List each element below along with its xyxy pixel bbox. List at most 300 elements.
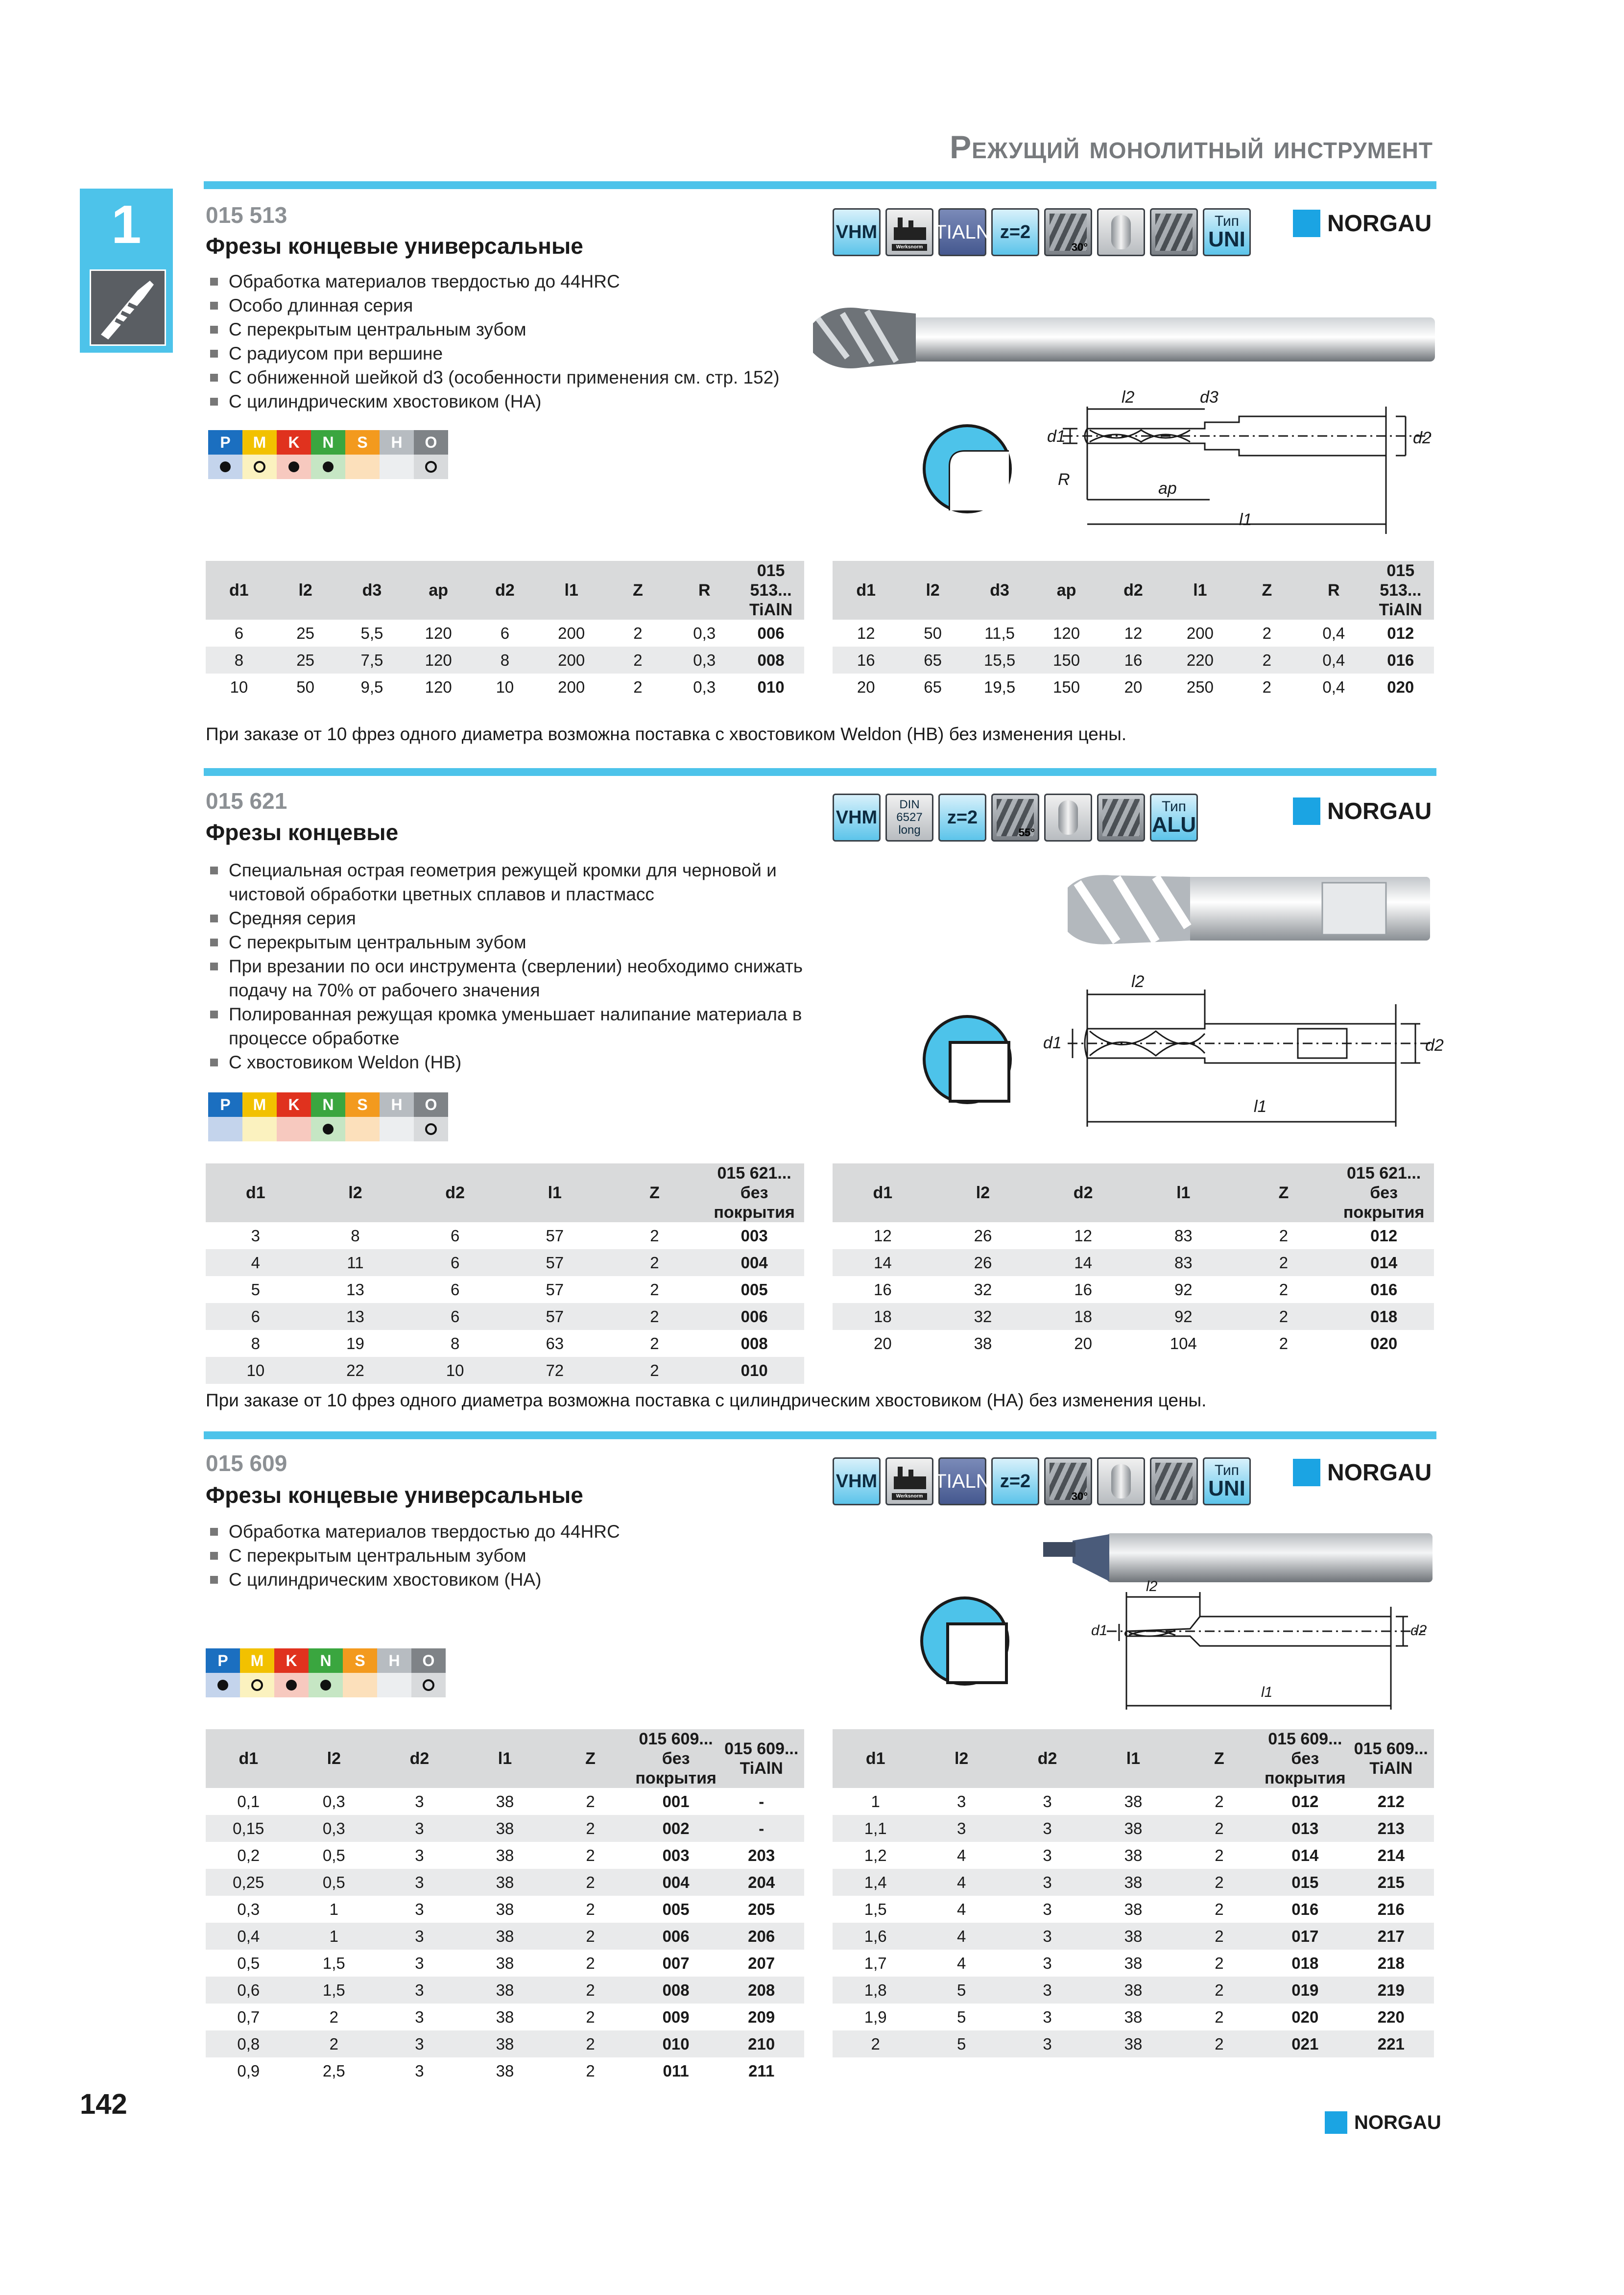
table-cell: 017 [1262, 1923, 1348, 1950]
label-l2: l2 [1122, 388, 1135, 407]
filled-dot-icon [288, 461, 299, 472]
table-cell: 14 [833, 1249, 933, 1276]
material-suitability-cell [277, 455, 311, 479]
table-cell: 3 [1004, 1815, 1090, 1842]
table-cell: 209 [748, 2007, 775, 2026]
table-cell: 2 [1215, 1792, 1224, 1811]
section-1-bullets [208, 269, 845, 413]
table-cell: 2 [548, 1815, 633, 1842]
vhm-icon: VHM [833, 794, 881, 842]
table-cell: 218 [1377, 1954, 1405, 1972]
table-cell: 120 [425, 624, 452, 642]
section-2-tech-drawing [1058, 975, 1440, 1136]
table-cell: 211 [748, 2061, 775, 2080]
section-2-rule [204, 768, 1436, 776]
table-cell: 010 [757, 677, 785, 696]
table-cell: 0,3 [237, 1900, 260, 1918]
brand-name: NORGAU [1354, 2111, 1441, 2133]
column-header: Z [1234, 1163, 1334, 1222]
table-cell: 3 [377, 1977, 462, 2004]
section-1-title: Фрезы концевые универсальные [206, 233, 583, 259]
table-cell: 006 [704, 1303, 804, 1330]
table-row [206, 1330, 804, 1357]
material-suitability-cell [311, 455, 345, 479]
werkznorm-label: Werksnorm [892, 244, 927, 251]
section-2-table-left [206, 1163, 804, 1384]
table-cell: 3 [1043, 1846, 1052, 1864]
material-header-n: N [311, 1092, 345, 1117]
z2-flutes-icon: z=2 [938, 794, 986, 842]
column-header: l1 [462, 1729, 548, 1788]
label-d1: d1 [1043, 1034, 1062, 1052]
table-cell: 2,5 [322, 2061, 345, 2080]
table-cell: 38 [496, 2061, 514, 2080]
table-cell: 83 [1174, 1226, 1193, 1245]
table-cell: 38 [1090, 2030, 1176, 2057]
column-header: d3 [339, 561, 406, 620]
table-cell: 008 [633, 1977, 719, 2004]
table-row [206, 1923, 804, 1950]
table-cell: 2 [1262, 677, 1272, 696]
table-cell: 217 [1348, 1923, 1434, 1950]
table-cell: 3 [1004, 1923, 1090, 1950]
table-cell: 8 [206, 647, 272, 674]
table-row [833, 620, 1434, 647]
table-cell: 2 [1215, 1900, 1224, 1918]
table-cell: 010 [633, 2030, 719, 2057]
section-1-code: 015 513 [206, 202, 287, 228]
table-cell: 8 [472, 647, 538, 674]
bullet-item: Обработка материалов твердостью до 44HRC [208, 269, 845, 293]
column-header: l1 [505, 1163, 605, 1222]
table-row [206, 1842, 804, 1869]
section-3-icons [833, 1457, 1251, 1505]
column-header: l1 [1133, 1163, 1234, 1222]
column-header: d2 [1100, 561, 1167, 620]
table-cell: 6 [500, 624, 510, 642]
table-cell: 220 [1167, 647, 1233, 674]
table-cell: 008 [740, 1334, 768, 1353]
tialn-coating-icon: TIALN [938, 208, 986, 256]
column-header: R [671, 561, 738, 620]
table-row [206, 1276, 804, 1303]
page-title: Режущий монолитный инструмент [950, 129, 1433, 165]
table-cell: 11,5 [984, 624, 1015, 642]
table-cell: 2 [586, 1900, 595, 1918]
table-cell: 57 [505, 1303, 605, 1330]
table-cell: 2 [586, 1792, 595, 1811]
table-row [833, 1896, 1434, 1923]
table-cell: 25 [296, 624, 314, 642]
column-header: 015 621... без покрытия [1334, 1163, 1434, 1222]
table-cell: 16 [873, 1280, 892, 1299]
type-label: Тип [1161, 798, 1186, 815]
table-cell: 25 [272, 647, 339, 674]
table-cell: 3 [415, 1792, 424, 1811]
drill-icon [90, 269, 166, 346]
table-cell: 38 [1124, 2007, 1143, 2026]
table-cell: 0,4 [206, 1923, 291, 1950]
type-value: ALU [1151, 813, 1196, 837]
table-cell: 12 [857, 624, 875, 642]
column-header: Z [605, 1163, 705, 1222]
table-cell: 0,9 [237, 2061, 260, 2080]
table-header-row [206, 1729, 804, 1788]
table-cell: 6 [405, 1249, 505, 1276]
column-header: l1 [538, 561, 605, 620]
brand-square-icon [1293, 1459, 1320, 1486]
table-cell: 216 [1377, 1900, 1405, 1918]
table-cell: 1,9 [864, 2007, 887, 2026]
center-cutting-icon [1150, 208, 1198, 256]
column-header: 015 609... TiAlN [718, 1729, 804, 1788]
table-cell: 2 [1215, 1954, 1224, 1972]
label-d1: d1 [1047, 427, 1066, 446]
table-cell: 83 [1133, 1249, 1234, 1276]
table-cell: 92 [1174, 1280, 1193, 1299]
table-cell: 2 [1262, 624, 1272, 642]
section-3-bullets [208, 1520, 820, 1592]
bullet-item: С перекрытым центральным зубом [208, 1544, 820, 1568]
table-cell: 1,5 [291, 1977, 377, 2004]
table-cell: 8 [450, 1334, 460, 1353]
table-row [206, 1950, 804, 1977]
table-cell: 010 [704, 1357, 804, 1384]
filled-dot-icon [220, 461, 231, 472]
section-3-material-grid [206, 1648, 446, 1697]
table-row [833, 1788, 1434, 1815]
filled-dot-icon [320, 1680, 331, 1691]
column-header: 015 609... TiAlN [1348, 1729, 1434, 1788]
table-cell: 012 [1370, 1226, 1398, 1245]
table-cell: 003 [662, 1846, 690, 1864]
material-header-n: N [309, 1648, 343, 1673]
material-header-o: O [414, 430, 448, 455]
section-2-bullets [208, 858, 820, 1074]
table-cell: 2 [1176, 1977, 1262, 2004]
table-cell: 2 [1234, 1303, 1334, 1330]
table-cell: 2 [548, 1869, 633, 1896]
column-header: l2 [899, 561, 966, 620]
bullet-item: Средняя серия [208, 906, 820, 930]
section-2-table-right [833, 1163, 1434, 1357]
table-cell: 38 [1090, 1977, 1176, 2004]
table-cell: 0,15 [206, 1815, 291, 1842]
table-cell: 0,7 [237, 2007, 260, 2026]
table-cell: 8 [251, 1334, 260, 1353]
table-cell: 215 [1348, 1869, 1434, 1896]
table-cell: 12 [1124, 624, 1143, 642]
table-cell: - [759, 1792, 764, 1811]
table-cell: 3 [377, 2030, 462, 2057]
table-cell: 1,1 [833, 1815, 918, 1842]
table-cell: 57 [505, 1249, 605, 1276]
table-cell: 3 [415, 1954, 424, 1972]
table-cell: 3 [1043, 1900, 1052, 1918]
table-cell: 15,5 [966, 647, 1033, 674]
table-cell: 200 [538, 647, 605, 674]
table-cell: 2 [586, 2007, 595, 2026]
material-suitability-cell [380, 455, 414, 479]
section-2-icons [833, 794, 1198, 842]
section-1-brand [1293, 210, 1432, 237]
filled-dot-icon [323, 461, 334, 472]
column-header: 015 609... без покрытия [633, 1729, 719, 1788]
table-cell: 205 [748, 1900, 775, 1918]
vhm-icon: VHM [833, 1457, 881, 1505]
helix-angle-label: 55° [1018, 826, 1035, 839]
material-suitability-cell [377, 1673, 411, 1697]
table-cell: 012 [1291, 1792, 1319, 1811]
table-cell: 2 [1234, 647, 1300, 674]
material-header-p: P [206, 1648, 240, 1673]
table-cell: 38 [462, 1815, 548, 1842]
table-cell: 0,25 [206, 1869, 291, 1896]
table-cell: 2 [1215, 2007, 1224, 2026]
label-d1: d1 [1091, 1622, 1108, 1639]
center-cutting-icon [1150, 1457, 1198, 1505]
column-header: 015 621... без покрытия [704, 1163, 804, 1222]
section-3-title: Фрезы концевые универсальные [206, 1482, 583, 1508]
table-cell: 2 [586, 1846, 595, 1864]
table-cell: 015 [1262, 1869, 1348, 1896]
table-row [206, 1815, 804, 1842]
column-header: d1 [833, 1729, 918, 1788]
table-cell: 57 [546, 1226, 564, 1245]
table-cell: 3 [377, 1869, 462, 1896]
table-cell: 13 [346, 1280, 364, 1299]
table-cell: 2 [605, 1303, 705, 1330]
chapter-tab[interactable] [80, 189, 173, 353]
table-cell: 1,4 [833, 1869, 918, 1896]
table-cell: 210 [718, 2030, 804, 2057]
type-label: Тип [1214, 1462, 1239, 1478]
table-cell: 008 [738, 647, 804, 674]
brand-square-icon [1293, 210, 1320, 237]
table-cell: 11 [306, 1249, 406, 1276]
table-cell: 1,5 [322, 1954, 345, 1972]
table-cell: 221 [1348, 2030, 1434, 2057]
table-cell: 2 [1279, 1334, 1289, 1353]
material-header-s: S [345, 1092, 380, 1117]
table-header-row [206, 561, 804, 620]
section-2-brand [1293, 797, 1432, 825]
material-suitability-cell [311, 1117, 345, 1141]
table-row [833, 1869, 1434, 1896]
table-cell: 38 [1090, 1923, 1176, 1950]
section-3-rule [204, 1431, 1436, 1439]
brand-name: NORGAU [1327, 798, 1432, 824]
column-header: d2 [405, 1163, 505, 1222]
label-l1: l1 [1239, 510, 1252, 529]
table-cell: 2 [329, 2007, 339, 2026]
table-cell: 213 [1348, 1815, 1434, 1842]
din-6527-long-icon [885, 794, 933, 842]
material-suitability-cell [343, 1673, 377, 1697]
material-suitability-cell [414, 455, 448, 479]
table-cell: 219 [1348, 1977, 1434, 2004]
helix-angle-label: 30° [1071, 1490, 1088, 1502]
table-row [833, 1815, 1434, 1842]
table-cell: 26 [974, 1226, 992, 1245]
table-cell: 2 [650, 1280, 659, 1299]
table-cell: 207 [748, 1954, 775, 1972]
table-cell: 1 [329, 1900, 339, 1918]
table-cell: 5,5 [360, 624, 383, 642]
table-cell: 200 [558, 677, 585, 696]
table-row [206, 1357, 804, 1384]
table-cell: 38 [496, 1900, 514, 1918]
material-header-n: N [311, 430, 345, 455]
table-row [833, 1276, 1434, 1303]
table-cell: 32 [933, 1303, 1033, 1330]
table-cell: 1,6 [833, 1923, 918, 1950]
material-header-k: K [277, 1092, 311, 1117]
helix-30-icon [1044, 208, 1092, 256]
table-cell: 206 [718, 1923, 804, 1950]
table-cell: 2 [605, 1357, 705, 1384]
table-cell: 16 [833, 647, 899, 674]
column-header: d2 [377, 1729, 462, 1788]
table-row [206, 647, 804, 674]
column-header: d1 [833, 1163, 933, 1222]
table-cell: 019 [1262, 1977, 1348, 2004]
column-header: l2 [933, 1163, 1033, 1222]
table-row [206, 1788, 804, 1815]
type-label: Тип [1214, 213, 1239, 229]
table-cell: 020 [1291, 2007, 1319, 2026]
table-cell: 1,7 [864, 1954, 887, 1972]
brand-square-icon [1293, 797, 1320, 825]
table-cell: 10 [206, 1357, 306, 1384]
table-cell: 214 [1377, 1846, 1405, 1864]
table-cell: - [718, 1815, 804, 1842]
table-row [206, 674, 804, 701]
helix-angle-label: 30° [1071, 241, 1088, 253]
table-row [206, 1303, 804, 1330]
table-cell: 4 [956, 1846, 966, 1864]
material-header-h: H [377, 1648, 411, 1673]
table-cell: 4 [918, 1923, 1004, 1950]
column-header: ap [405, 561, 472, 620]
table-cell: 3 [956, 1792, 966, 1811]
table-row [206, 2004, 804, 2030]
section-3-tech-drawing [1077, 1577, 1430, 1719]
table-cell: 0,5 [291, 1869, 377, 1896]
table-cell: 38 [496, 1846, 514, 1864]
table-cell: 0,1 [237, 1792, 260, 1811]
table-cell: 18 [1033, 1303, 1133, 1330]
material-header-h: H [380, 430, 414, 455]
table-cell: 63 [546, 1334, 564, 1353]
table-cell: 3 [1043, 2007, 1052, 2026]
column-header: l2 [918, 1729, 1004, 1788]
din-sub-label: long [898, 823, 921, 837]
section-2-corner-sharp-icon [921, 1013, 1014, 1109]
section-1-material-grid [208, 430, 448, 479]
material-header-m: M [240, 1648, 274, 1673]
table-cell: 20 [1124, 677, 1143, 696]
section-1-corner-radius-icon [921, 422, 1014, 518]
table-cell: 38 [1124, 1954, 1143, 1972]
table-cell: 20 [857, 677, 875, 696]
table-cell: 005 [740, 1280, 768, 1299]
table-header-row [833, 1729, 1434, 1788]
filled-dot-icon [217, 1680, 228, 1691]
table-cell: 0,3 [693, 624, 716, 642]
label-ap: ap [1158, 479, 1177, 498]
table-row [833, 1249, 1434, 1276]
table-cell: 8 [351, 1226, 360, 1245]
table-cell: 3 [918, 1815, 1004, 1842]
table-cell: 65 [924, 677, 942, 696]
table-cell: 3 [1004, 2030, 1090, 2057]
section-2-material-grid [208, 1092, 448, 1141]
type-uni-icon [1203, 208, 1251, 256]
table-cell: 120 [425, 677, 452, 696]
column-header: d1 [206, 1729, 291, 1788]
material-suitability-cell [208, 455, 242, 479]
werkznorm-label: Werksnorm [892, 1493, 927, 1500]
column-header: d2 [1004, 1729, 1090, 1788]
section-2-tool-photo [1063, 868, 1435, 951]
material-suitability-cell [242, 1117, 277, 1141]
table-cell: 3 [415, 1846, 424, 1864]
label-d3: d3 [1200, 388, 1218, 407]
label-r: R [1058, 470, 1070, 489]
table-row [833, 2030, 1434, 2057]
table-cell: 016 [1367, 647, 1434, 674]
material-header-o: O [411, 1648, 446, 1673]
table-row [833, 1977, 1434, 2004]
table-cell: 19 [346, 1334, 364, 1353]
table-cell: 2 [1279, 1226, 1289, 1245]
column-header: Z [1234, 561, 1300, 620]
material-suitability-cell [414, 1117, 448, 1141]
material-header-p: P [208, 1092, 242, 1117]
column-header: l2 [272, 561, 339, 620]
table-cell: 003 [740, 1226, 768, 1245]
table-cell: 22 [306, 1357, 406, 1384]
table-cell: 3 [415, 2007, 424, 2026]
table-cell: 220 [1377, 2007, 1405, 2026]
material-header-m: M [242, 1092, 277, 1117]
table-cell: 2 [291, 2030, 377, 2057]
table-cell: 38 [1124, 1846, 1143, 1864]
table-cell: 32 [974, 1280, 992, 1299]
table-cell: 6 [206, 1303, 306, 1330]
filled-dot-icon [286, 1680, 297, 1691]
label-d2: d2 [1425, 1036, 1444, 1055]
table-row [833, 1222, 1434, 1249]
table-cell: 1 [291, 1923, 377, 1950]
column-header: d2 [1033, 1163, 1133, 1222]
table-cell: 014 [1291, 1846, 1319, 1864]
label-l2: l2 [1131, 972, 1145, 991]
section-3-code: 015 609 [206, 1450, 287, 1476]
section-1-tool-photo [803, 279, 1440, 382]
table-cell: 92 [1133, 1303, 1234, 1330]
table-cell: 5 [251, 1280, 260, 1299]
section-1-table-right [833, 561, 1434, 701]
type-alu-icon [1150, 794, 1198, 842]
ring-icon [425, 461, 437, 473]
cylindrical-shank-icon [1097, 1457, 1145, 1505]
table-row [206, 1869, 804, 1896]
type-value: UNI [1208, 227, 1245, 251]
material-suitability-cell [277, 1117, 311, 1141]
table-cell: 2 [833, 2030, 918, 2057]
